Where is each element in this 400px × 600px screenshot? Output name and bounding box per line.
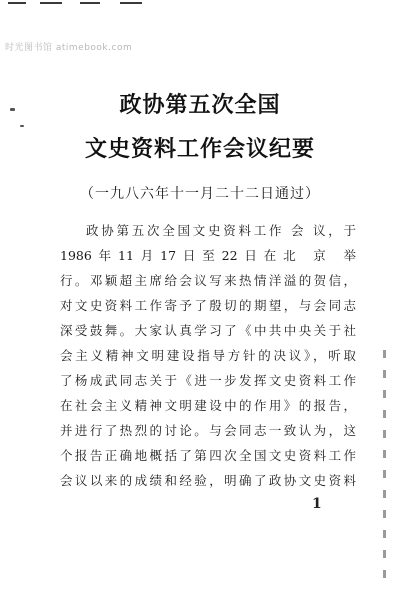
body-line: 行。邓颖超主席给会议写来热情洋溢的贺信， bbox=[60, 273, 356, 288]
top-rule-mark bbox=[120, 2, 142, 4]
watermark: 时光图书馆 atimebook.com bbox=[5, 43, 133, 53]
body-line: 会主义精神文明建设指导方针的决议》，听取 bbox=[60, 348, 356, 363]
body-line: 1986年11月17日至22日在北 京 举 bbox=[60, 248, 356, 263]
body-line: 深受鼓舞。大家认真学习了《中共中央关于社 bbox=[60, 323, 356, 338]
scan-speck bbox=[20, 125, 24, 127]
body-line: 对文史资料工作寄予了殷切的期望，与会同志 bbox=[60, 298, 356, 313]
body-line: 政协第五次全国文史资料工作 会 议，于 bbox=[86, 223, 356, 238]
title-line-2: 文史资料工作会议纪要 bbox=[84, 137, 315, 162]
body-line: 并进行了热烈的讨论。与会同志一致认为，这 bbox=[60, 423, 356, 438]
body-line: 会议以来的成绩和经验，明确了政协文史资料 bbox=[60, 473, 356, 488]
body-text bbox=[60, 218, 356, 493]
title-line-1: 政协第五次全国 bbox=[119, 93, 281, 118]
top-rule-mark bbox=[40, 2, 62, 4]
body-line: 个报告正确地概括了第四次全国文史资料工作 bbox=[60, 448, 356, 463]
top-rule-mark bbox=[80, 2, 100, 4]
adoption-date: （一九八六年十一月二十二日通过） bbox=[80, 186, 320, 202]
top-rule-mark bbox=[8, 2, 26, 4]
body-line: 在社会主义精神文明建设中的作用》的报告， bbox=[60, 398, 356, 413]
page-number: 1 bbox=[312, 496, 322, 512]
body-line: 了杨成武同志关于《进一步发挥文史资料工作 bbox=[60, 373, 356, 388]
binding-edge bbox=[383, 350, 386, 590]
